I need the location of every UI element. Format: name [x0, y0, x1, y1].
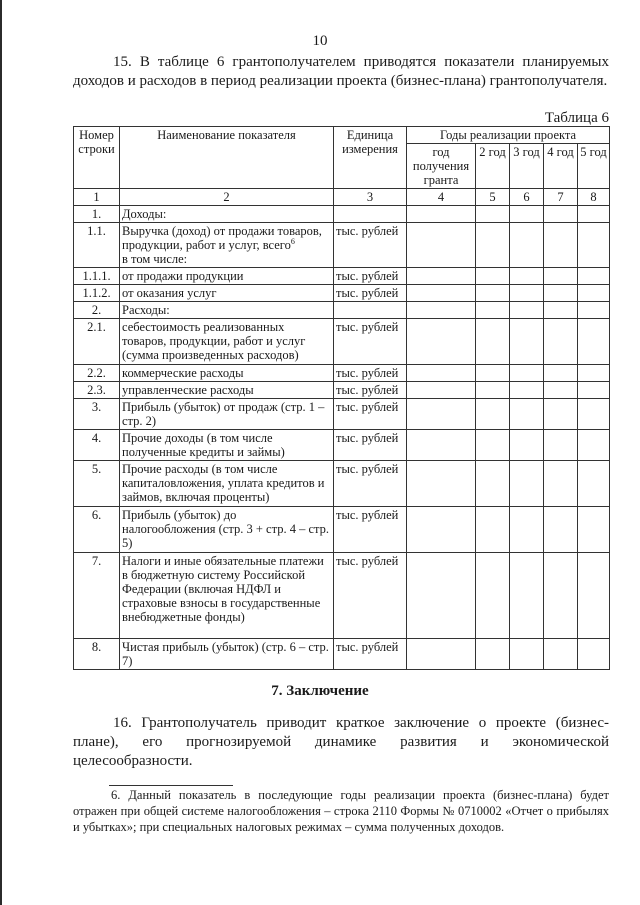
year-value-cell — [544, 639, 578, 670]
year-value-cell — [407, 461, 476, 507]
indicator-name-text: Чистая прибыль (убыток) (стр. 6 – стр. 7) — [122, 640, 329, 668]
footnote-separator — [109, 785, 233, 786]
indicator-subtext: в том числе: — [122, 252, 188, 266]
unit-cell: тыс. рублей — [334, 507, 407, 553]
indicator-name-text: управленческие расходы — [122, 383, 254, 397]
year-value-cell — [476, 639, 510, 670]
year-value-cell — [578, 430, 610, 461]
row-number: 3. — [74, 399, 120, 430]
indicator-name — [120, 461, 334, 507]
indicator-name — [120, 507, 334, 553]
indicator-name-text: от оказания услуг — [122, 286, 217, 300]
year-value-cell — [510, 285, 544, 302]
unit-cell: тыс. рублей — [334, 365, 407, 382]
row-number: 5. — [74, 461, 120, 507]
unit-cell: тыс. рублей — [334, 382, 407, 399]
year-value-cell — [578, 285, 610, 302]
year-value-cell — [407, 365, 476, 382]
indicator-name — [120, 285, 334, 302]
year-value-cell — [544, 206, 578, 223]
indicator-name-text: Расходы: — [122, 303, 170, 317]
row-number: 1. — [74, 206, 120, 223]
year-value-cell — [510, 399, 544, 430]
year-value-cell — [510, 223, 544, 268]
column-number: 6 — [510, 189, 544, 206]
indicator-name — [120, 223, 334, 268]
year-value-cell — [476, 553, 510, 639]
header-year-1: год получения гранта — [407, 144, 476, 189]
unit-cell: тыс. рублей — [334, 223, 407, 268]
year-value-cell — [544, 430, 578, 461]
header-indicator: Наименование показателя — [120, 127, 334, 189]
indicator-name — [120, 382, 334, 399]
row-number: 2.2. — [74, 365, 120, 382]
year-value-cell — [510, 319, 544, 365]
column-numbers-row — [74, 189, 610, 206]
year-value-cell — [578, 553, 610, 639]
indicator-name-text: Налоги и иные обязательные платежи в бюджетную систему Российской Федерации (включая НДФЛ и страховые взносы в государственные внебюджетные фонды) — [122, 554, 324, 624]
year-value-cell — [476, 319, 510, 365]
table-row — [74, 206, 610, 223]
year-value-cell — [578, 639, 610, 670]
year-value-cell — [510, 382, 544, 399]
year-value-cell — [578, 302, 610, 319]
table-row — [74, 639, 610, 670]
year-value-cell — [544, 399, 578, 430]
row-number: 1.1.1. — [74, 268, 120, 285]
unit-cell: тыс. рублей — [334, 399, 407, 430]
indicator-name-text: Прибыль (убыток) от продаж (стр. 1 – стр. 2) — [122, 400, 325, 428]
year-value-cell — [544, 268, 578, 285]
year-value-cell — [510, 553, 544, 639]
row-number: 7. — [74, 553, 120, 639]
year-value-cell — [510, 507, 544, 553]
indicator-name — [120, 319, 334, 365]
year-value-cell — [510, 430, 544, 461]
row-number: 2.3. — [74, 382, 120, 399]
paragraph-16: 16. Грантополучатель приводит краткое заключение о проекте (бизнес-плане), его прогнозируемой динамике развития и экономической целесообразности. — [73, 715, 609, 769]
year-value-cell — [510, 268, 544, 285]
table-row — [74, 430, 610, 461]
year-value-cell — [544, 302, 578, 319]
table-row — [74, 461, 610, 507]
indicator-name-text: Доходы: — [122, 207, 167, 221]
year-value-cell — [578, 206, 610, 223]
indicator-name-text: Прибыль (убыток) до налогообложения (стр. 3 + стр. 4 – стр. 5) — [122, 508, 329, 550]
indicator-name — [120, 365, 334, 382]
unit-cell — [334, 302, 407, 319]
indicator-name — [120, 302, 334, 319]
column-number: 3 — [334, 189, 407, 206]
year-value-cell — [407, 268, 476, 285]
unit-cell: тыс. рублей — [334, 319, 407, 365]
year-value-cell — [407, 553, 476, 639]
indicator-name — [120, 206, 334, 223]
year-value-cell — [578, 382, 610, 399]
header-years-group: Годы реализации проекта — [407, 127, 610, 144]
year-value-cell — [476, 285, 510, 302]
indicator-name — [120, 553, 334, 639]
year-value-cell — [578, 399, 610, 430]
year-value-cell — [407, 507, 476, 553]
section-title: 7. Заключение — [271, 683, 369, 699]
year-value-cell — [407, 399, 476, 430]
year-value-cell — [544, 285, 578, 302]
year-value-cell — [476, 223, 510, 268]
unit-cell: тыс. рублей — [334, 430, 407, 461]
indicator-name — [120, 430, 334, 461]
indicator-name-text: коммерческие расходы — [122, 366, 244, 380]
year-value-cell — [578, 223, 610, 268]
indicator-name — [120, 268, 334, 285]
unit-cell — [334, 206, 407, 223]
year-value-cell — [510, 206, 544, 223]
header-year-2: 2 год — [476, 144, 510, 189]
indicators-table — [73, 126, 610, 670]
year-value-cell — [578, 461, 610, 507]
row-number: 2.1. — [74, 319, 120, 365]
year-value-cell — [544, 507, 578, 553]
table-row — [74, 382, 610, 399]
scan-edge — [0, 0, 2, 905]
unit-cell: тыс. рублей — [334, 461, 407, 507]
year-value-cell — [578, 319, 610, 365]
column-number: 1 — [74, 189, 120, 206]
year-value-cell — [578, 507, 610, 553]
paragraph-15: 15. В таблице 6 грантополучателем приводятся показатели планируемых доходов и расходов в период реализации проекта (бизнес-плана) грантополучателя. — [73, 54, 609, 89]
table-row — [74, 223, 610, 268]
table-row — [74, 553, 610, 639]
year-value-cell — [407, 223, 476, 268]
row-number: 8. — [74, 639, 120, 670]
year-value-cell — [510, 461, 544, 507]
header-row-no: Номер строки — [74, 127, 120, 189]
year-value-cell — [578, 268, 610, 285]
unit-cell: тыс. рублей — [334, 553, 407, 639]
year-value-cell — [407, 206, 476, 223]
unit-cell: тыс. рублей — [334, 639, 407, 670]
table-row — [74, 507, 610, 553]
year-value-cell — [407, 430, 476, 461]
indicator-name-text: Прочие расходы (в том числе капиталовложения, уплата кредитов и займов, включая проценты) — [122, 462, 325, 504]
year-value-cell — [476, 507, 510, 553]
year-value-cell — [476, 382, 510, 399]
table-row — [74, 268, 610, 285]
column-number: 4 — [407, 189, 476, 206]
footnote: 6. Данный показатель в последующие годы реализации проекта (бизнес-плана) будет отражен при общей системе налогообложения – строка 2110 Формы № 0710002 «Отчет о прибылях и убытках»; при специальных налоговых режимах – сумма полученных доходов. — [73, 788, 609, 834]
row-number: 2. — [74, 302, 120, 319]
indicator-name-text: Выручка (доход) от продажи товаров, продукции, работ и услуг, всего — [122, 224, 322, 252]
column-number: 8 — [578, 189, 610, 206]
year-value-cell — [407, 302, 476, 319]
indicator-name — [120, 639, 334, 670]
indicator-name — [120, 399, 334, 430]
unit-cell: тыс. рублей — [334, 285, 407, 302]
table-row — [74, 285, 610, 302]
table-caption: Таблица 6 — [544, 110, 609, 126]
year-value-cell — [578, 365, 610, 382]
year-value-cell — [476, 461, 510, 507]
year-value-cell — [476, 365, 510, 382]
column-number: 5 — [476, 189, 510, 206]
year-value-cell — [544, 223, 578, 268]
year-value-cell — [544, 461, 578, 507]
year-value-cell — [510, 365, 544, 382]
table-row — [74, 319, 610, 365]
indicator-name-text: от продажи продукции — [122, 269, 244, 283]
column-number: 2 — [120, 189, 334, 206]
indicator-name-text: себестоимость реализованных товаров, продукции, работ и услуг (сумма произведенных расходов) — [122, 320, 306, 362]
year-value-cell — [407, 285, 476, 302]
header-unit: Единица измерения — [334, 127, 407, 189]
header-year-3: 3 год — [510, 144, 544, 189]
year-value-cell — [544, 553, 578, 639]
year-value-cell — [510, 639, 544, 670]
year-value-cell — [476, 430, 510, 461]
year-value-cell — [476, 302, 510, 319]
year-value-cell — [407, 319, 476, 365]
year-value-cell — [544, 319, 578, 365]
row-number: 6. — [74, 507, 120, 553]
year-value-cell — [510, 302, 544, 319]
table-row — [74, 399, 610, 430]
year-value-cell — [476, 399, 510, 430]
year-value-cell — [407, 382, 476, 399]
year-value-cell — [476, 206, 510, 223]
header-year-5: 5 год — [578, 144, 610, 189]
year-value-cell — [476, 268, 510, 285]
year-value-cell — [407, 639, 476, 670]
row-number: 4. — [74, 430, 120, 461]
row-number: 1.1. — [74, 223, 120, 268]
year-value-cell — [544, 382, 578, 399]
column-number: 7 — [544, 189, 578, 206]
table-row — [74, 302, 610, 319]
footnote-ref: 6 — [290, 236, 295, 246]
indicator-name-text: Прочие доходы (в том числе полученные кредиты и займы) — [122, 431, 285, 459]
page-number: 10 — [312, 33, 328, 49]
header-year-4: 4 год — [544, 144, 578, 189]
year-value-cell — [544, 365, 578, 382]
row-number: 1.1.2. — [74, 285, 120, 302]
unit-cell: тыс. рублей — [334, 268, 407, 285]
table-row — [74, 365, 610, 382]
